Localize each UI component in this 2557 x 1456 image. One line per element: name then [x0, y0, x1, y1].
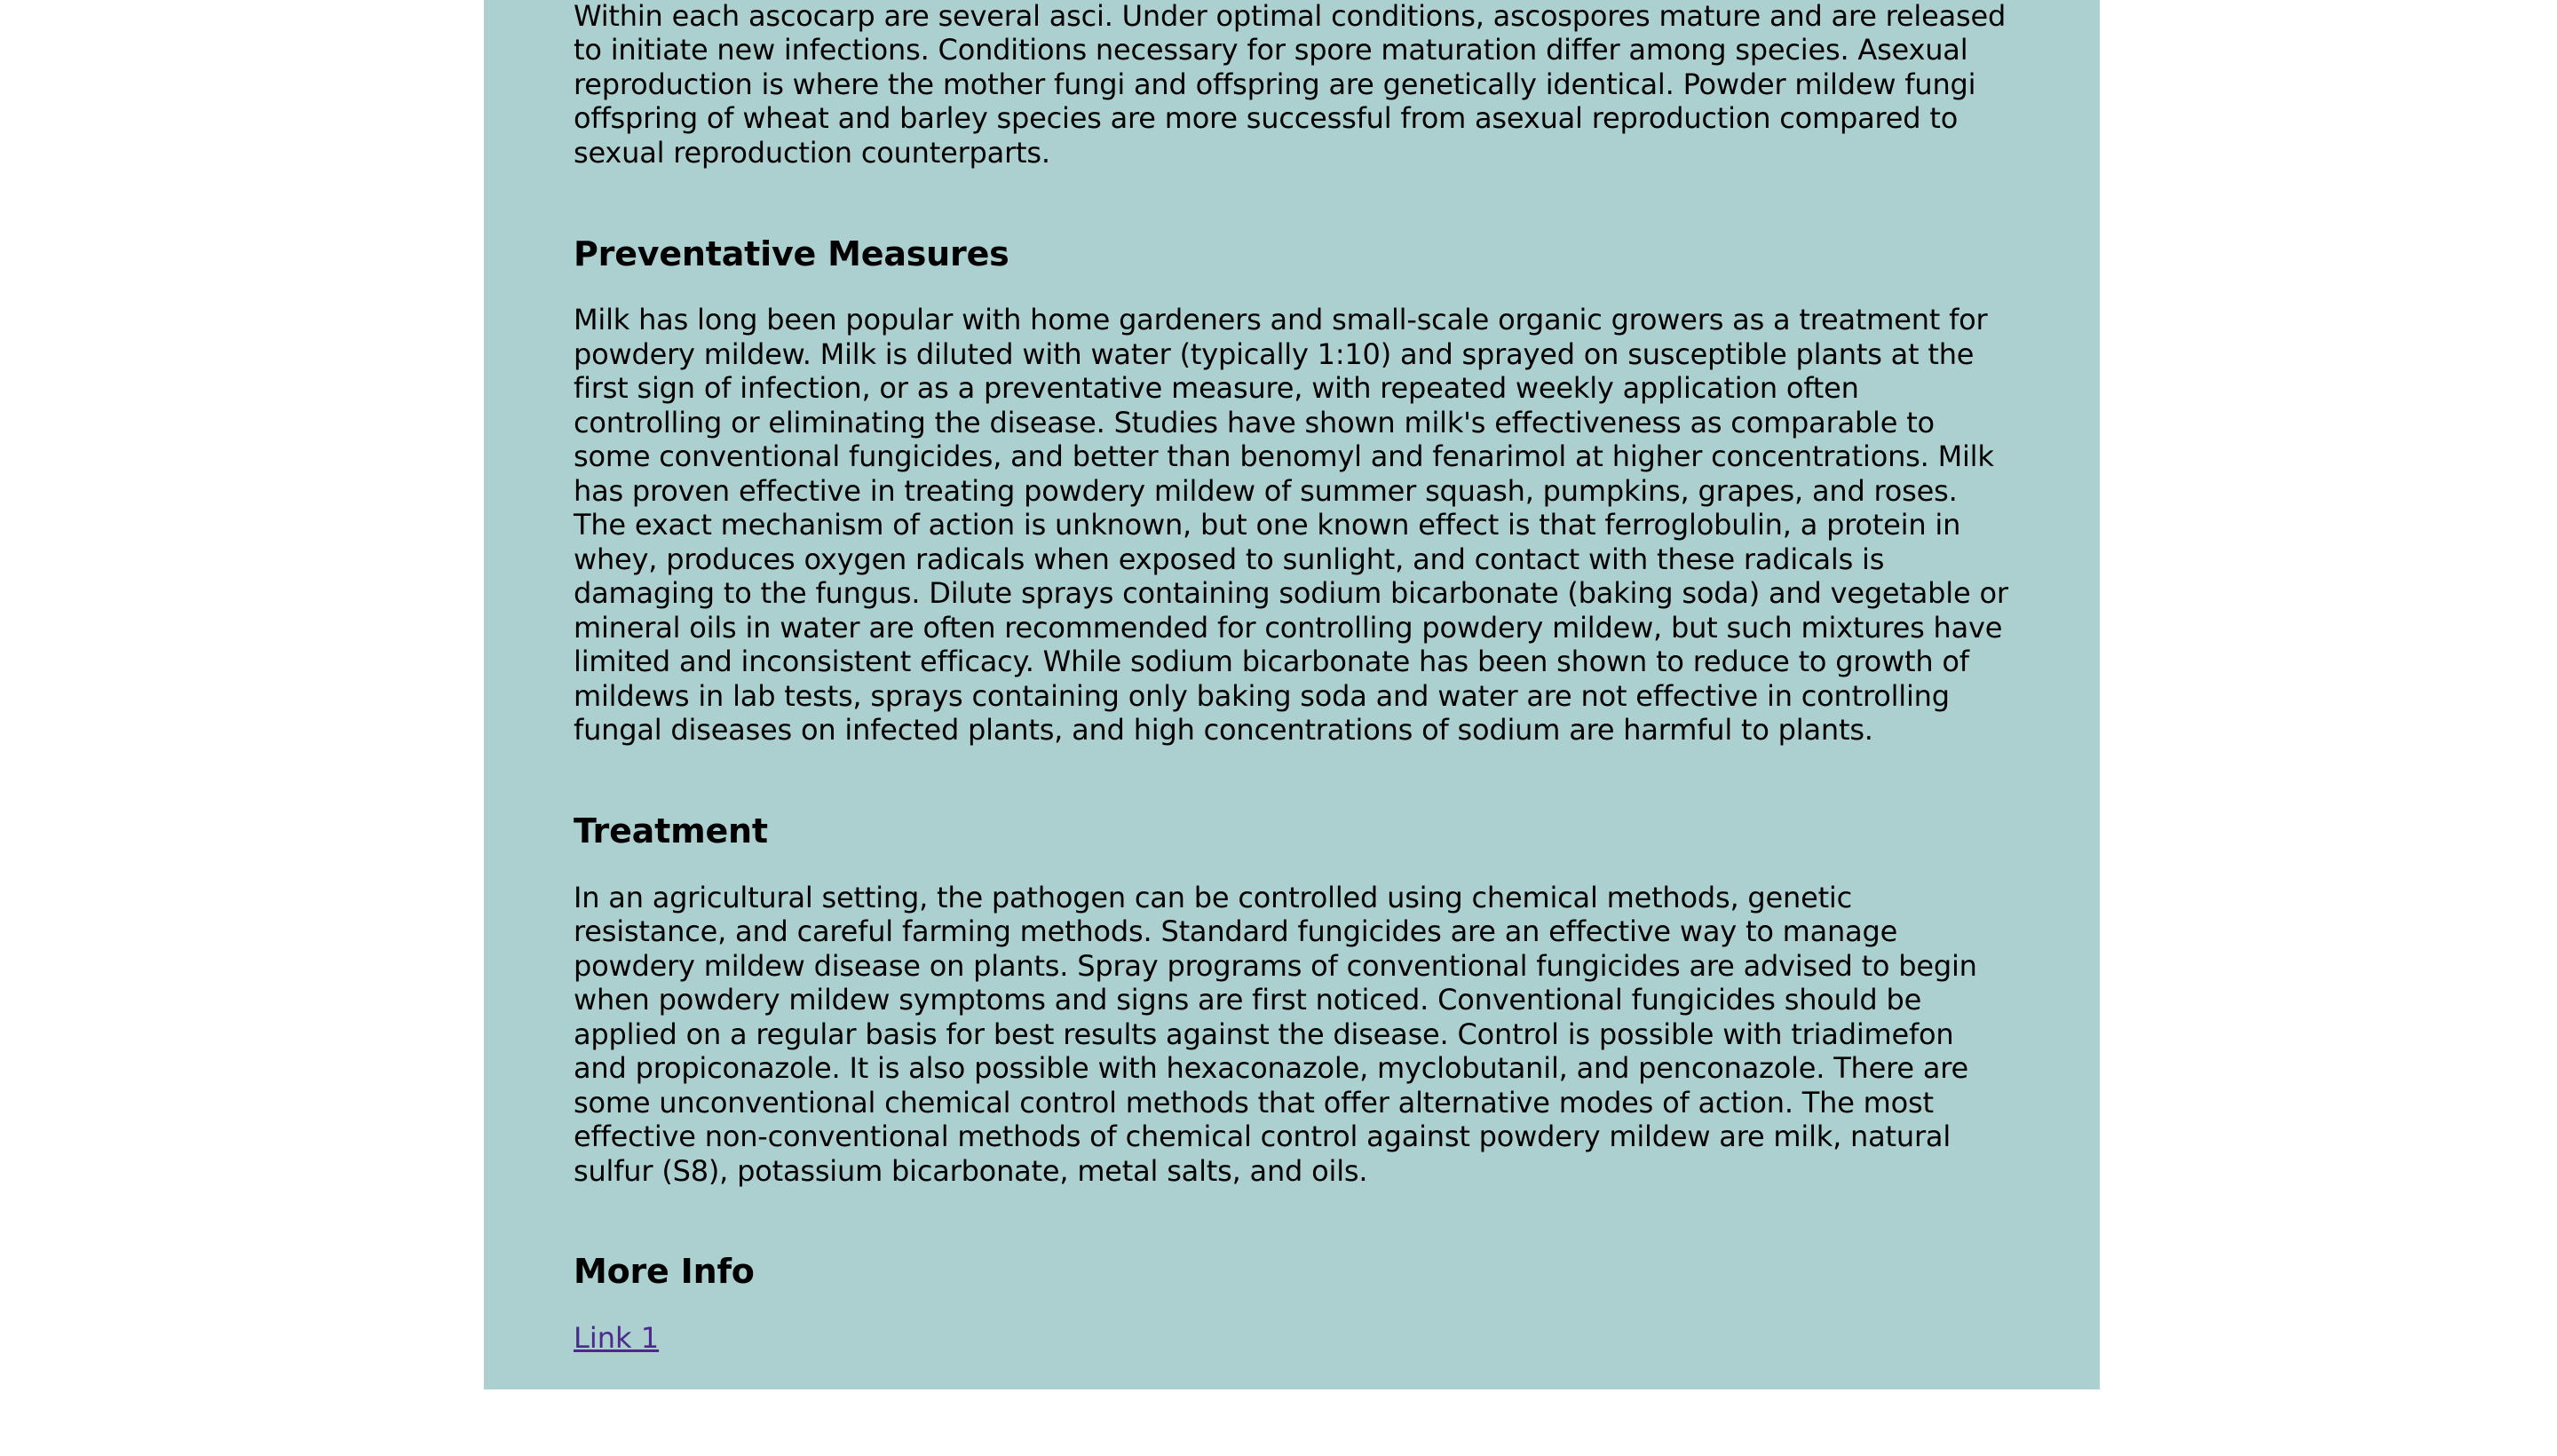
more-info-links: [574, 1321, 2012, 1355]
intro-paragraph: Within each ascocarp are several asci. Under optimal conditions, ascospores mature and are released to initiate new infections. Conditions necessary for spore maturation differ among species. Asexual reproduction is where the mother fungi and offspring are genetically identical. Powder mildew fungi offspring of wheat and barley species are more successful from asexual reproduction compared to sexual reproduction counterparts.: [574, 0, 2007, 170]
heading-preventative-measures: Preventative Measures: [574, 234, 1009, 273]
preventative-measures-paragraph: Milk has long been popular with home gardeners and small-scale organic growers as a treatment for powdery mildew. Milk is diluted with water (typically 1:10) and sprayed on susceptible plants at the first sign of infection, or as a preventative measure, with repeated weekly application often controlling or eliminating the disease. Studies have shown milk's effectiveness as comparable to some conventional fungicides, and better than benomyl and fenarimol at higher concentrations. Milk has proven effective in treating powdery mildew of summer squash, pumpkins, grapes, and roses. The exact mechanism of action is unknown, but one known effect is that ferroglobulin, a protein in whey, produces oxygen radicals when exposed to sunlight, and contact with these radicals is damaging to the fungus. Dilute sprays containing sodium bicarbonate (baking soda) and vegetable or mineral oils in water are often recommended for controlling powdery mildew, but such mixtures have limited and inconsistent efficacy. While sodium bicarbonate has been shown to reduce to growth of mildews in lab tests, sprays containing only baking soda and water are not effective in controlling fungal diseases on infected plants, and high concentrations of sodium are harmful to plants.: [574, 303, 2008, 747]
article-content: [574, 0, 2012, 1355]
article-panel: [484, 0, 2100, 1389]
treatment-paragraph: In an agricultural setting, the pathogen can be controlled using chemical methods, genetic resistance, and careful farming methods. Standard fungicides are an effective way to manage powdery mildew disease on plants. Spray programs of conventional fungicides are advised to begin when powdery mildew symptoms and signs are first noticed. Conventional fungicides should be applied on a regular basis for best results against the disease. Control is possible with triadimefon and propiconazole. It is also possible with hexaconazole, myclobutanil, and penconazole. There are some unconventional chemical control methods that offer alternative modes of action. The most effective non-conventional methods of chemical control against powdery mildew are milk, natural sulfur (S8), potassium bicarbonate, metal salts, and oils.: [574, 880, 1977, 1188]
heading-more-info: More Info: [574, 1252, 755, 1291]
heading-treatment: Treatment: [574, 811, 768, 851]
link-1[interactable]: Link 1: [574, 1321, 660, 1355]
